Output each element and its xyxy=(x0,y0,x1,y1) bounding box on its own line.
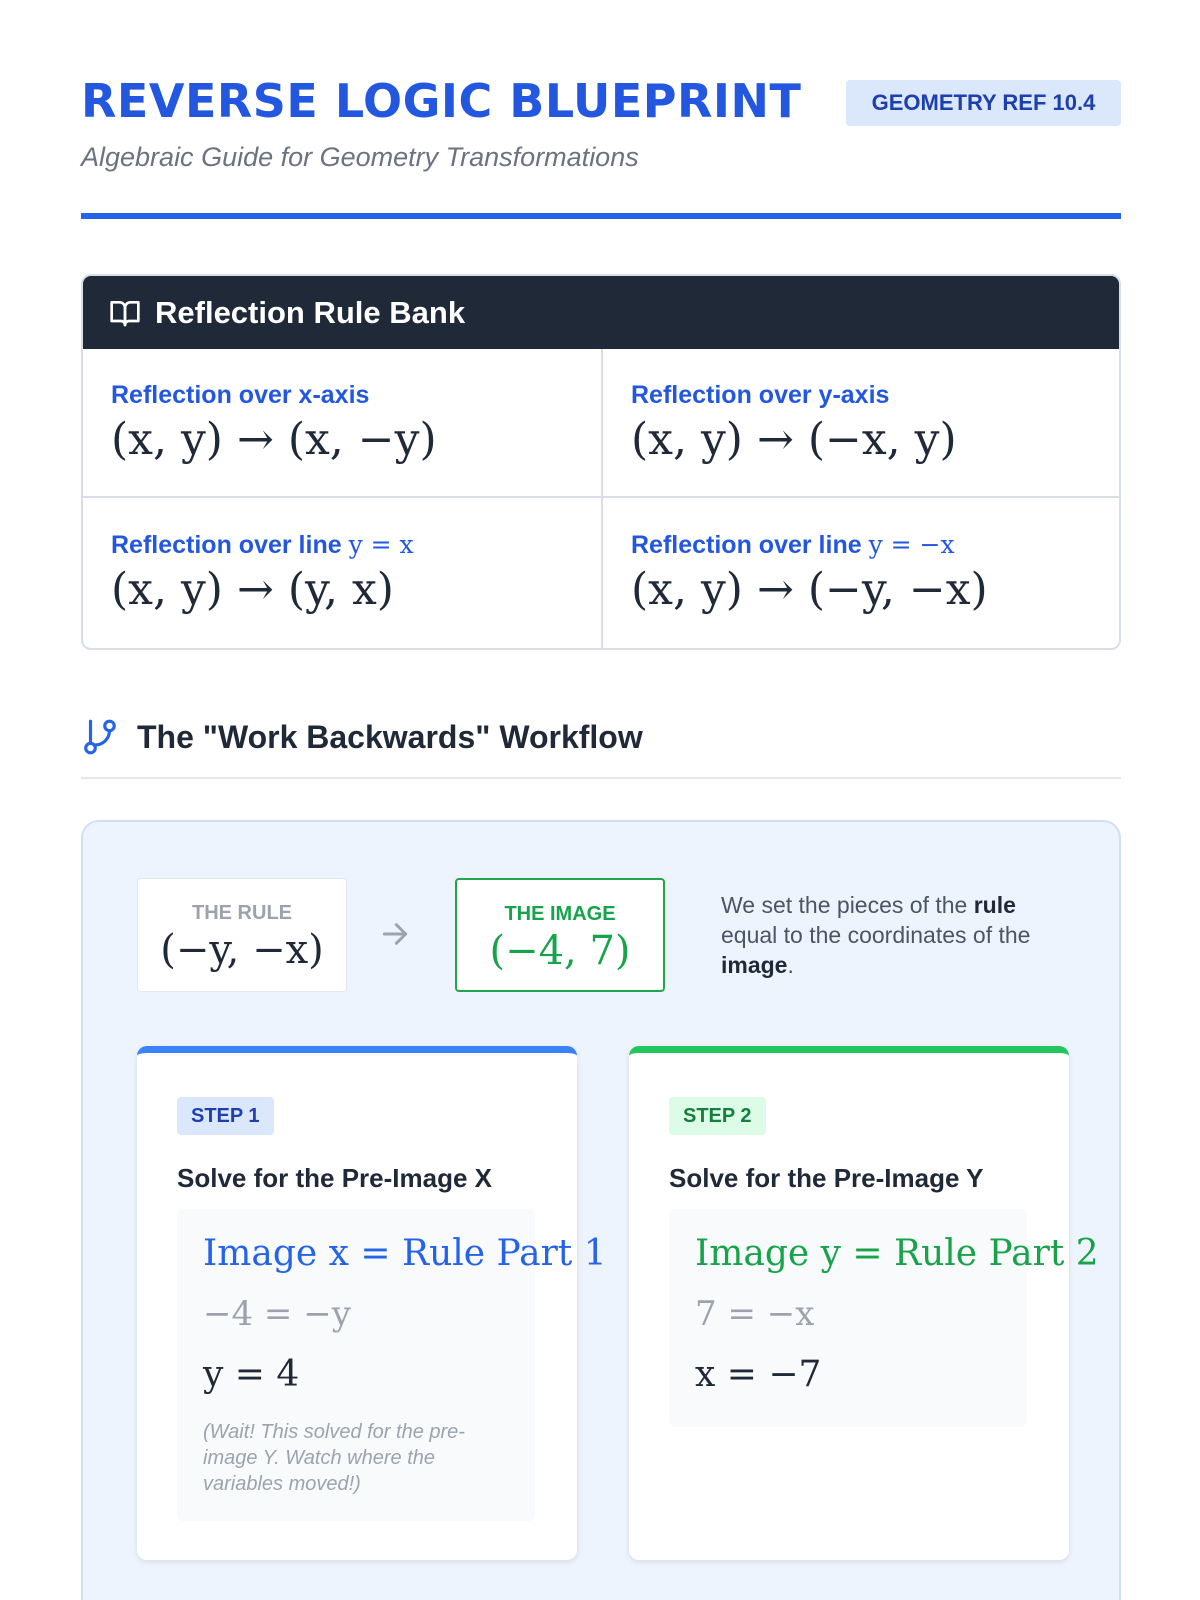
step-tag: STEP 1 xyxy=(177,1097,274,1135)
rule-label: Reflection over x-axis xyxy=(111,381,370,409)
rule-label: Reflection over y-axis xyxy=(631,381,890,409)
step-workspace xyxy=(669,1209,1099,1427)
image-caption: THE IMAGE xyxy=(504,903,616,925)
step-equation-result: x = −7 xyxy=(695,1354,822,1395)
workflow-panel xyxy=(81,820,1121,1600)
step-card-1 xyxy=(137,1046,607,1560)
image-value: (−4, 7) xyxy=(489,928,631,974)
workflow-heading xyxy=(81,718,1121,756)
step-title: Solve for the Pre-Image Y xyxy=(669,1163,984,1193)
step-workspace xyxy=(177,1209,607,1521)
rule-caption: THE RULE xyxy=(192,902,292,924)
page-title: REVERSE LOGIC BLUEPRINT xyxy=(81,74,802,128)
rule-value: (−y, −x) xyxy=(160,927,324,973)
rule-formula: (x, y) → (−y, −x) xyxy=(631,564,988,615)
reflection-rule-bank xyxy=(81,274,1121,650)
book-icon xyxy=(109,297,141,329)
step-equation-setup: Image x = Rule Part 1 xyxy=(203,1233,607,1274)
step-card-2 xyxy=(629,1046,1099,1560)
workflow-title: The "Work Backwards" Workflow xyxy=(137,718,643,755)
rule-pill xyxy=(137,878,347,992)
image-pill xyxy=(455,878,665,992)
rule-formula: (x, y) → (x, −y) xyxy=(111,414,437,465)
rule-line-y-equals-neg-x xyxy=(601,498,1119,650)
page-header xyxy=(81,74,1121,173)
rule-bank-header xyxy=(83,276,1119,349)
rule-label: Reflection over line xyxy=(111,531,342,559)
page-subtitle: Algebraic Guide for Geometry Transformations xyxy=(81,142,639,172)
rule-label-math: y = −x xyxy=(868,530,955,559)
rule-line-y-equals-x xyxy=(83,498,601,650)
step-tag: STEP 2 xyxy=(669,1097,766,1135)
step-equation-substituted: −4 = −y xyxy=(203,1294,351,1334)
step-equation-setup: Image y = Rule Part 2 xyxy=(695,1233,1099,1274)
rule-x-axis xyxy=(83,349,601,498)
reference-badge: GEOMETRY REF 10.4 xyxy=(846,80,1121,126)
workflow-divider xyxy=(81,777,1121,779)
rule-label: Reflection over line xyxy=(631,531,862,559)
workflow-note: We set the pieces of the rule equal to the coordinates of the image. xyxy=(721,892,1031,978)
git-branch-icon xyxy=(81,718,119,756)
step-hint: (Wait! This solved for the pre-image Y. Watch where the variables moved!) xyxy=(203,1421,465,1495)
rule-bank-title: Reflection Rule Bank xyxy=(155,294,466,330)
step-title: Solve for the Pre-Image X xyxy=(177,1163,492,1193)
rule-y-axis xyxy=(601,349,1119,498)
header-divider xyxy=(81,213,1121,219)
rule-formula: (x, y) → (−x, y) xyxy=(631,414,957,465)
rule-formula: (x, y) → (y, x) xyxy=(111,564,394,615)
rule-label-math: y = x xyxy=(348,530,414,559)
step-equation-substituted: 7 = −x xyxy=(695,1294,815,1334)
arrow-right-icon xyxy=(379,918,411,950)
step-equation-result: y = 4 xyxy=(203,1354,300,1395)
